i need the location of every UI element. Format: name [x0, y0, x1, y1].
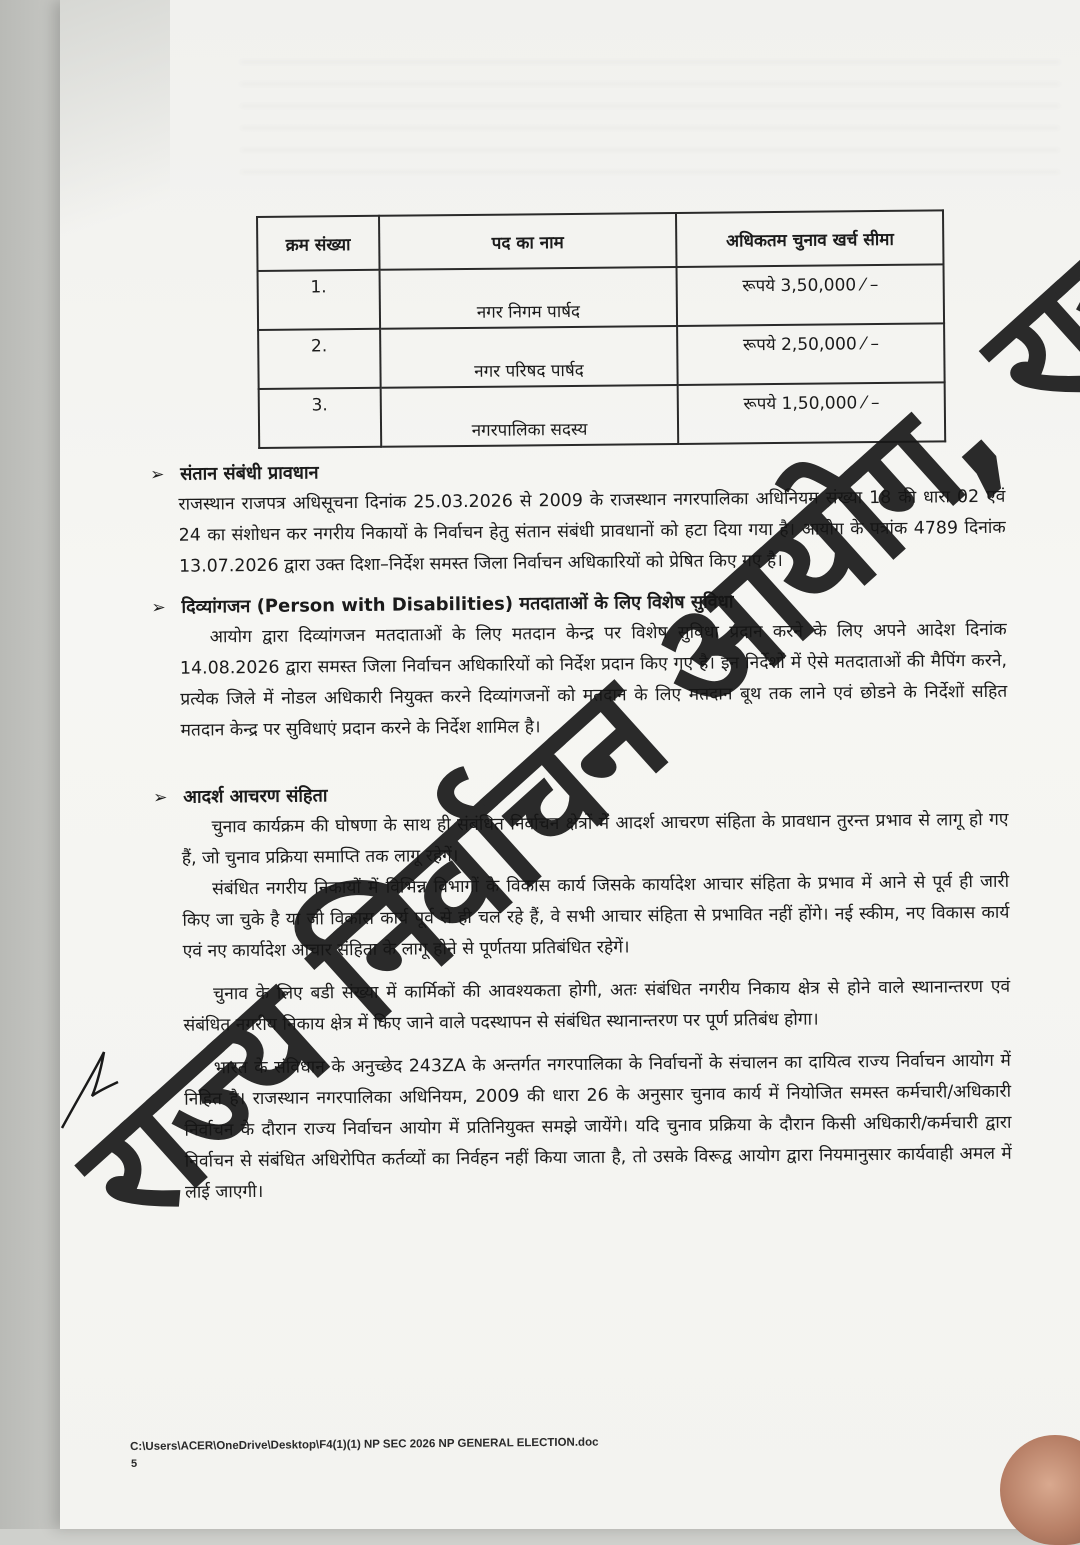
file-path: C:\Users\ACER\OneDrive\Desktop\F4(1)(1) NP SEC 2026 NP GENERAL ELECTION.doc [130, 1436, 599, 1453]
document-body [150, 452, 1012, 1209]
header-serial: क्रम संख्या [257, 216, 379, 271]
paragraph: संबंधित नगरीय निकायों में विभिन्न विभागों के विकास कार्य जिसके कार्यादेश आचार संहिता के प्रभाव में आने से पूर्व ही जारी किए जा चुके है या जो विकास कार्य पूर्व से ही चल रहे हैं, वे सभी आचार संहिता से प्रभावित नहीं होंगे। नई स्कीम, नए विकास कार्य एवं नए कार्यादेश आचार संहिता के लागू होने से पूर्णतया प्रतिबंधित रहेगें। [182, 871, 1010, 962]
expense-limit-table [256, 209, 946, 449]
section-heading-text: आदर्श आचरण संहिता [183, 785, 328, 808]
row-serial: 3. [259, 388, 381, 448]
arrow-bullet-icon: ➢ [151, 597, 166, 618]
header-max-expense: अधिकतम चुनाव खर्च सीमा [676, 210, 943, 267]
section-disability-facility [151, 585, 1007, 747]
row-post-name: नगरपालिका सदस्य [380, 385, 678, 447]
section-model-code-of-conduct [153, 775, 1012, 1209]
paragraph: चुनाव के लिए बडी संख्या में कार्मिकों की आवश्यकता होगी, अतः संबंधित नगरीय निकाय क्षेत्र से होने वाले स्थानान्तरण एवं संबंधित नगरीय निकाय क्षेत्र में किए जाने वाले पदस्थापन से संबंधित स्थानान्तरण पर पूर्ण प्रतिबंध होगा। [183, 976, 1011, 1036]
header-post-name: पद का नाम [379, 213, 677, 270]
paragraph: चुनाव कार्यक्रम की घोषणा के साथ ही संबंधित निर्वाचन क्षेत्रों में आदर्श आचरण संहिता के प्रावधान तुरन्त प्रभाव से लागू हो गए हैं, जो चुनाव प्रक्रिया समाप्ति तक लागू रहेगें। [181, 809, 1009, 869]
table-row [258, 264, 945, 330]
arrow-bullet-icon: ➢ [150, 464, 165, 485]
row-post-name: नगर परिषद पार्षद [380, 326, 678, 388]
svg-text:राज्य निर्वाचन आयोग, राजस्थान: राज्य निर्वाचन आयोग, [47, 350, 1033, 1262]
page-number: 5 [131, 1458, 138, 1470]
paragraph: भारत के संविधान के अनुच्छेद 243ZA के अन्तर्गत नगरपालिका के निर्वाचनों के संचालन का दायित्व राज्य निर्वाचन आयोग में निहित है। राजस्थान नगरपालिका अधिनियम, 2009 की धारा 26 के अनुसार चुनाव कार्य में नियोजित समस्त कर्मचारी/अधिकारी निर्वाचन के दौरान राज्य निर्वाचन आयोग में प्रतिनियुक्त समझे जायेंगे। यदि चुनाव प्रक्रिया के दौरान किसी अधिकारी/कर्मचारी द्वारा निर्वाचन से संबंधित अधिरोपित कर्तव्यों का निर्वहन नहीं किया जाता है, तो उसके विरूद्व आयोग द्वारा नियमानुसार कार्यवाही अमल में लाई जाएगी। [184, 1050, 1012, 1203]
paragraph: राजस्थान राजपत्र अधिसूचना दिनांक 25.03.2026 से 2009 के राजस्थान नगरपालिका अधिनियम संख्या 18 की धारा 02 एवं 24 का संशोधन कर नगरीय निकायों के निर्वाचन हेतु संतान संबंधी प्रावधानों को हटा दिया गया है। आयोग के पत्रांक 4789 दिनांक 13.07.2026 द्वारा उक्त दिशा–निर्देश समस्त जिला निर्वाचन अधिकारियों को प्रेषित किए गए है। [178, 486, 1006, 577]
arrow-bullet-icon: ➢ [153, 787, 168, 808]
paragraph: आयोग द्वारा दिव्यांगजन मतदाताओं के लिए मतदान केन्द्र पर विशेष सुविधा प्रदान करने के लिए अपने आदेश दिनांक 14.08.2026 द्वारा समस्त जिला निर्वाचन अधिकारियों को निर्देश प्रदान किए गए है। इन निर्देशों में ऐसे मतदाताओं की मैपिंग करने, प्रत्येक जिले में नोडल अधिकारी नियुक्त करने दिव्यांगजनों को मतदान के लिए मतदान बूथ तक लाने एवं छोडने के निर्देशों सहित मतदान केन्द्र पर सुविधाएं प्रदान करने के निर्देश शामिल है। [179, 619, 1008, 741]
section-child-provision [150, 452, 1006, 583]
row-amount: रूपये 3,50,000 ⁄ – [677, 264, 944, 326]
page-shadow [60, 0, 170, 300]
table-header-row [257, 210, 943, 271]
table-row [258, 323, 945, 389]
row-amount: रूपये 2,50,000 ⁄ – [677, 323, 944, 385]
section-heading-text: संतान संबंधी प्रावधान [180, 462, 319, 485]
row-serial: 1. [258, 270, 380, 330]
section-heading-text: दिव्यांगजन (Person with Disabilities) मतदाताओं के लिए विशेष सुविधा [181, 591, 734, 618]
row-post-name: नगर निगम पार्षद [379, 267, 677, 329]
table-row [259, 382, 946, 448]
bleed-through-text [240, 60, 1060, 190]
row-serial: 2. [258, 329, 380, 389]
row-amount: रूपये 1,50,000 ⁄ – [678, 382, 945, 444]
